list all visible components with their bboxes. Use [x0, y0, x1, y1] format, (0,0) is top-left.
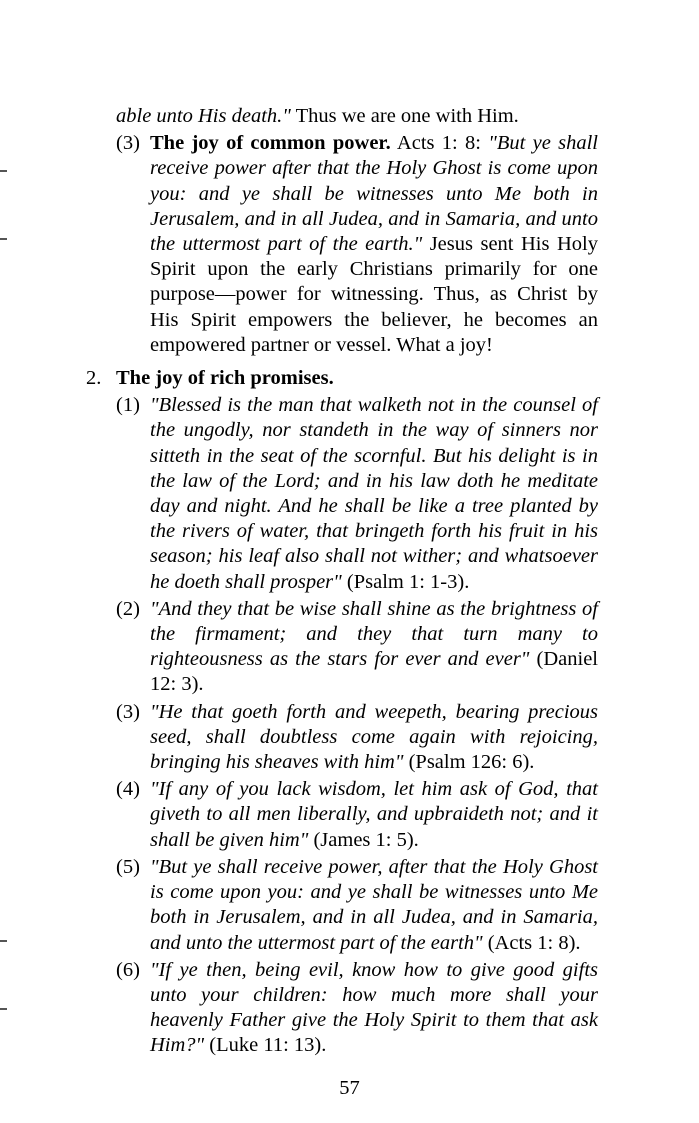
list-item-joy-of-common-power — [78, 131, 598, 358]
list-body — [150, 855, 598, 956]
section-heading-body — [116, 366, 598, 391]
page-edge-mark — [0, 1008, 7, 1010]
page-number: 57 — [339, 1077, 360, 1099]
list-marker: (1) — [116, 394, 140, 417]
list-item-promise-4 — [78, 777, 598, 853]
list-body — [150, 777, 598, 853]
scripture-quote: "If ye then, being evil, know how to give good gifts unto your children: how much more shall your heavenly Father give the Holy Spirit to them that ask Him?" — [150, 958, 598, 1057]
list-marker: (3) — [116, 132, 140, 155]
scripture-citation: (Psalm 126: 6). — [403, 751, 535, 774]
section-marker: 2. — [86, 367, 102, 390]
page-content — [78, 104, 598, 1059]
page-edge-mark — [0, 940, 7, 942]
continuation-rest: Thus we are one with Him. — [290, 105, 519, 127]
section-joy-of-rich-promises — [78, 366, 598, 391]
page-edge-mark — [0, 238, 7, 240]
list-marker: (6) — [116, 958, 140, 981]
list-marker: (2) — [116, 597, 140, 620]
continuation-quote: able unto His death." — [116, 105, 291, 127]
list-body — [150, 393, 598, 595]
scripture-quote: "But ye shall receive power, after that the Holy Ghost is come upon you: and ye shall be witnesses unto Me both in Jerusalem, and in all Judea, and in Samaria, and unto the uttermost part of the earth" — [150, 855, 598, 954]
list-item-promise-1 — [78, 393, 598, 595]
scripture-citation: (Daniel 12: 3). — [150, 648, 598, 696]
list-body — [150, 131, 598, 358]
section-heading: The joy of rich promises. — [116, 367, 334, 390]
section-spacer — [78, 358, 598, 364]
scripture-citation: (James 1: 5). — [308, 828, 419, 851]
scripture-quote: "And they that be wise shall shine as the brightness of the firmament; and they that turn many to righteousness as the stars for ever and ever" — [150, 597, 598, 671]
subsection-heading: The joy of common power. — [150, 132, 391, 155]
continuation-line — [78, 104, 598, 129]
scripture-citation: (Acts 1: 8). — [482, 931, 581, 954]
list-body — [150, 597, 598, 698]
commentary-text: Jesus sent His Holy Spirit upon the early Christians primarily for one purpose—power for witnessing. Thus, as Christ by His Spirit empowers the believer, he becomes an empowered partner or vessel. What a joy! — [150, 233, 598, 356]
scripture-citation: (Psalm 1: 1-3). — [341, 570, 470, 593]
list-marker: (5) — [116, 855, 140, 878]
list-marker: (4) — [116, 778, 140, 801]
scripture-quote: "But ye shall receive power after that the Holy Ghost is come upon you: and ye shall be witnesses unto Me both in Jerusalem, and in all Judea, and in Samaria, and unto the uttermost part of the earth." — [150, 132, 598, 256]
scripture-quote: "Blessed is the man that walketh not in the counsel of the ungodly, nor standeth in the way of sinners nor sitteth in the seat of the scornful. But his delight is in the law of the Lord; and in his law doth he meditate day and night. And he shall be like a tree planted by the rivers of water, that bringeth forth his fruit in his season; his leaf also shall not wither; and whatsoever he doeth shall prosper" — [150, 394, 598, 593]
list-item-promise-6 — [78, 958, 598, 1059]
list-body — [150, 700, 598, 776]
scripture-citation: (Luke 11: 13). — [204, 1034, 327, 1057]
list-marker: (3) — [116, 700, 140, 723]
scripture-quote: "If any of you lack wisdom, let him ask of God, that giveth to all men liberally, and upbraideth not; and it shall be given him" — [150, 778, 598, 851]
scripture-reference: Acts 1: 8: — [390, 132, 489, 155]
list-item-promise-3 — [78, 700, 598, 776]
list-item-promise-5 — [78, 855, 598, 956]
list-item-promise-2 — [78, 597, 598, 698]
page-edge-mark — [0, 170, 7, 172]
list-body — [150, 958, 598, 1059]
scripture-quote: "He that goeth forth and weepeth, bearing precious seed, shall doubtless come again with rejoicing, bringing his sheaves with him" — [150, 700, 598, 774]
